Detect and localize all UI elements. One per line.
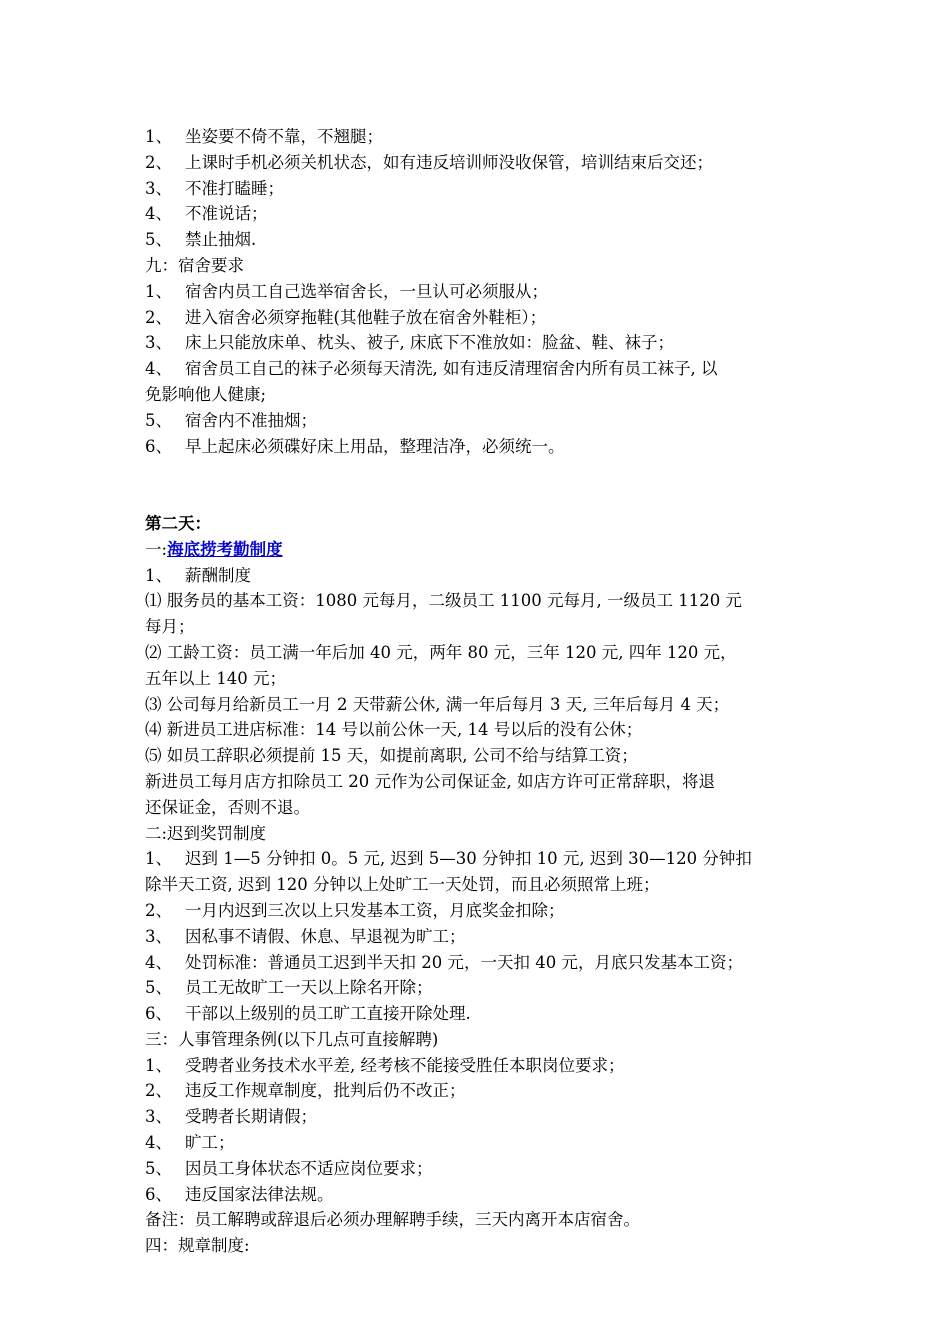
section-eight-list [145,124,817,253]
part-one-title: 一:海底捞考勤制度 [145,539,283,559]
list-item: ⑴ 服务员的基本工资：1080 元每月，二级员工 1100 元每月, 一级员工 1120 元 [145,591,742,611]
list-item: ⑸ 如员工辞职必须提前 15 天，如提前离职, 公司不给与结算工资； [145,746,638,766]
document-page [145,124,817,1259]
list-item: 1、 迟到 1—5 分钟扣 0。5 元, 迟到 5—30 分钟扣 10 元, 迟到 30—120 分钟扣 [145,849,752,869]
list-item: 1、 受聘者业务技术水平差, 经考核不能接受胜任本职岗位要求； [145,1055,625,1075]
list-item: 3、 不准打瞌睡； [145,178,284,198]
list-item-continuation: 五年以上 140 元； [145,668,286,688]
list-item: 5、 因员工身体状态不适应岗位要求； [145,1158,433,1178]
list-item: 2、 进入宿舍必须穿拖鞋(其他鞋子放在宿舍外鞋柜）； [145,307,547,327]
list-item: 6、 违反国家法律法规。 [145,1184,334,1204]
part-two-list [145,846,817,1027]
list-item: 5、 宿舍内不准抽烟； [145,410,317,430]
list-item: 3、 受聘者长期请假； [145,1107,317,1127]
list-item: 3、 因私事不请假、休息、早退视为旷工； [145,926,466,946]
deposit-text-continuation: 还保证金，否则不退。 [145,797,310,817]
list-item: ⑷ 新进员工进店标准：14 号以前公休一天, 14 号以后的没有公休； [145,720,643,740]
list-item: 3、 床上只能放床单、枕头、被子, 床底下不准放如：脸盆、鞋、袜子； [145,333,674,353]
section-nine-list [145,279,817,460]
part-two-title: 二:迟到奖罚制度 [145,823,267,843]
list-item-continuation: 除半天工资, 迟到 120 分钟以上处旷工一天处罚，而且必须照常上班； [145,875,660,895]
list-item: 6、 早上起床必须碟好床上用品，整理洁净，必须统一。 [145,436,565,456]
list-item: 4、 旷工； [145,1133,235,1153]
part-four-title: 四：规章制度: [145,1236,250,1256]
salary-list [145,588,817,769]
list-item: 2、 违反工作规章制度，批判后仍不改正； [145,1081,466,1101]
part-three-list [145,1053,817,1208]
list-item: 4、 宿舍员工自己的袜子必须每天清洗, 如有违反清理宿舍内所有员工袜子, 以 [145,359,718,379]
list-item: 2、 一月内迟到三次以上只发基本工资，月底奖金扣除； [145,900,565,920]
deposit-text: 新进员工每月店方扣除员工 20 元作为公司保证金, 如店方许可正常辞职，将退 [145,771,715,791]
list-item: 4、 处罚标准：普通员工迟到半天扣 20 元，一天扣 40 元，月底只发基本工资； [145,952,743,972]
list-item-continuation: 每月； [145,617,195,637]
spacer [145,459,817,485]
salary-title: 1、 薪酬制度 [145,565,251,585]
attendance-policy-link[interactable]: 海底捞考勤制度 [167,539,283,559]
list-item: ⑶ 公司每月给新员工一月 2 天带薪公休, 满一年后每月 3 天, 三年后每月 4 天； [145,694,730,714]
list-item: 5、 禁止抽烟. [145,230,257,250]
list-item: 4、 不准说话； [145,204,268,224]
list-item: 1、 坐姿要不倚不靠，不翘腿； [145,127,383,146]
list-item-continuation: 免影响他人健康; [145,384,267,404]
list-item: 5、 员工无故旷工一天以上除名开除； [145,978,433,998]
note-text: 备注：员工解聘或辞退后必须办理解聘手续，三天内离开本店宿舍。 [145,1210,640,1230]
list-item: 2、 上课时手机必须关机状态，如有违反培训师没收保管，培训结束后交还； [145,152,713,172]
spacer [145,485,817,511]
section-nine-title: 九：宿舍要求 [145,255,244,275]
list-item: 6、 干部以上级别的员工旷工直接开除处理. [145,1004,471,1024]
day-two-heading: 第二天： [145,513,211,533]
part-three-title: 三：人事管理条例(以下几点可直接解聘) [145,1029,439,1049]
list-item: ⑵ 工龄工资：员工满一年后加 40 元，两年 80 元，三年 120 元, 四年 120 元， [145,642,737,662]
list-item: 1、 宿舍内员工自己选举宿舍长，一旦认可必须服从； [145,281,548,301]
